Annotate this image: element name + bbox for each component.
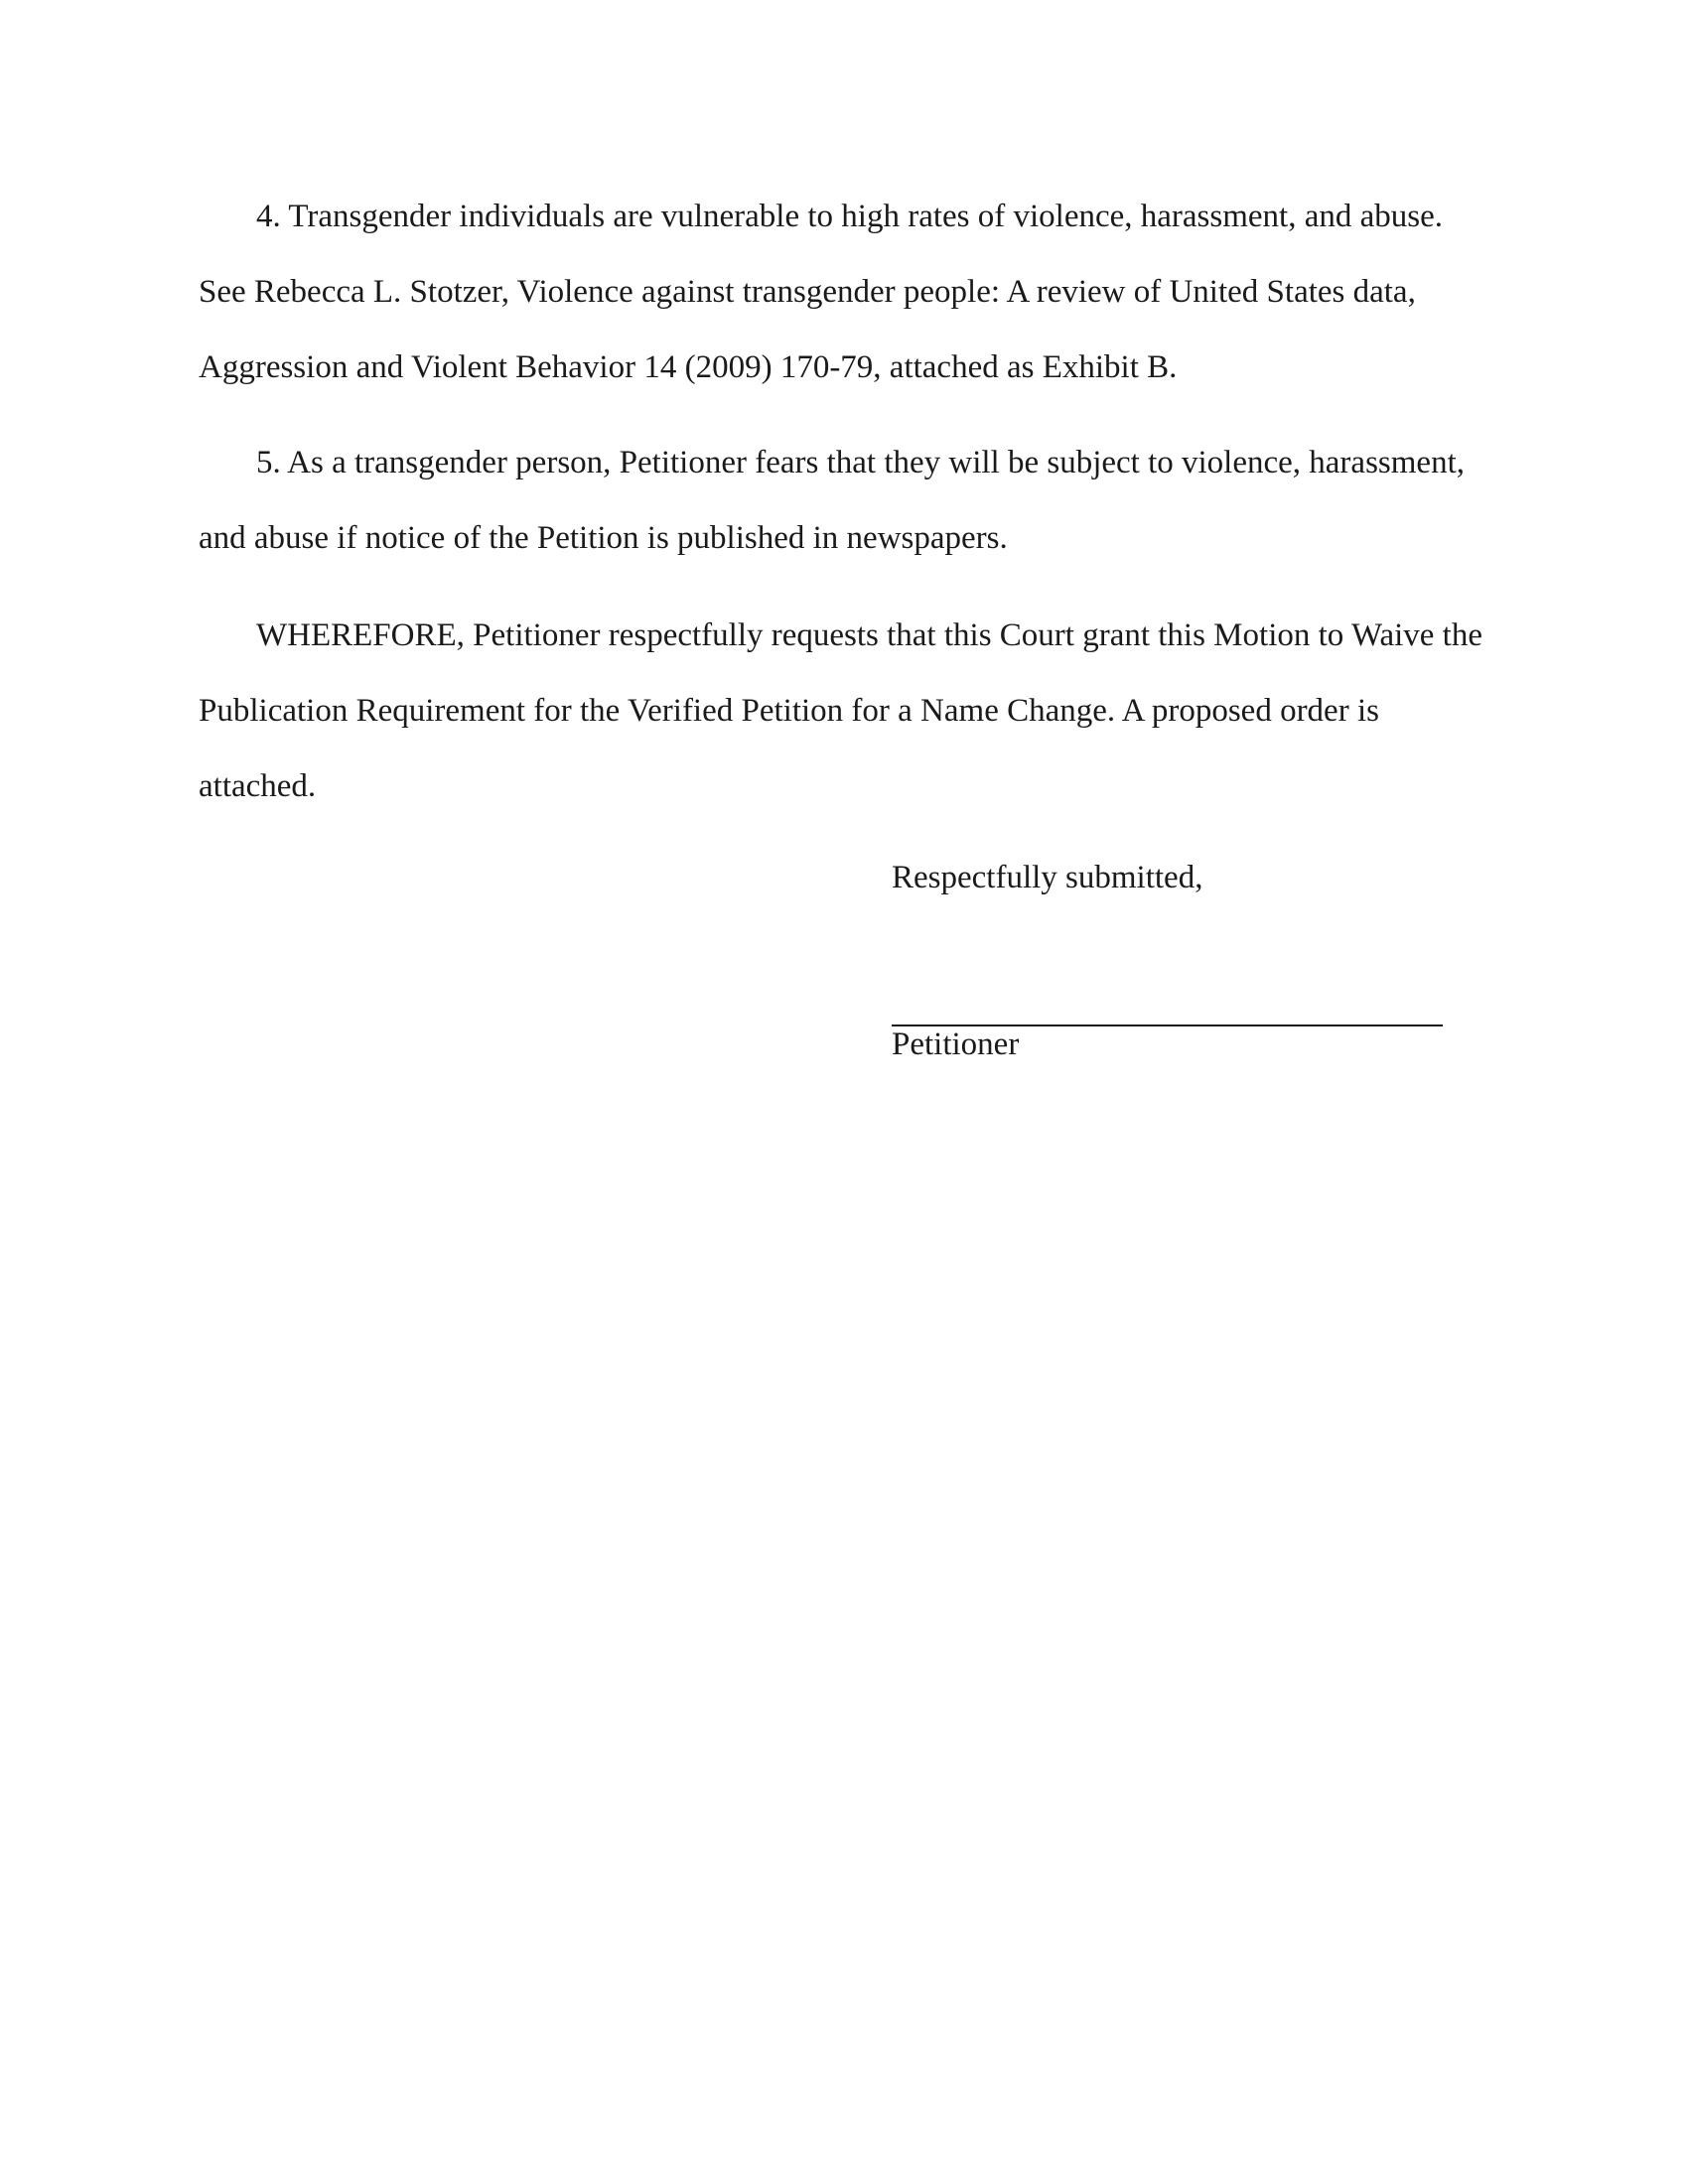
signer-label: Petitioner: [892, 1026, 1020, 1062]
wherefore-paragraph: WHEREFORE, Petitioner respectfully requests that this Court grant this Motion to Waive the Publication Requirement for the Verified Petition for a Name Change. A proposed order is attached.: [199, 617, 1482, 804]
closing-text: Respectfully submitted,: [892, 860, 1203, 895]
paragraph-5: 5. As a transgender person, Petitioner fears that they will be subject to violence, harassment, and abuse if notice of the Petition is published in newspapers.: [199, 445, 1465, 556]
paragraph-4: 4. Transgender individuals are vulnerable to high rates of violence, harassment, and abuse. See Rebecca L. Stotzer, Violence against transgender people: A review of United States data, Aggression and Violent Behavior 14 (2009) 170-79, attached as Exhibit B.: [199, 199, 1444, 385]
